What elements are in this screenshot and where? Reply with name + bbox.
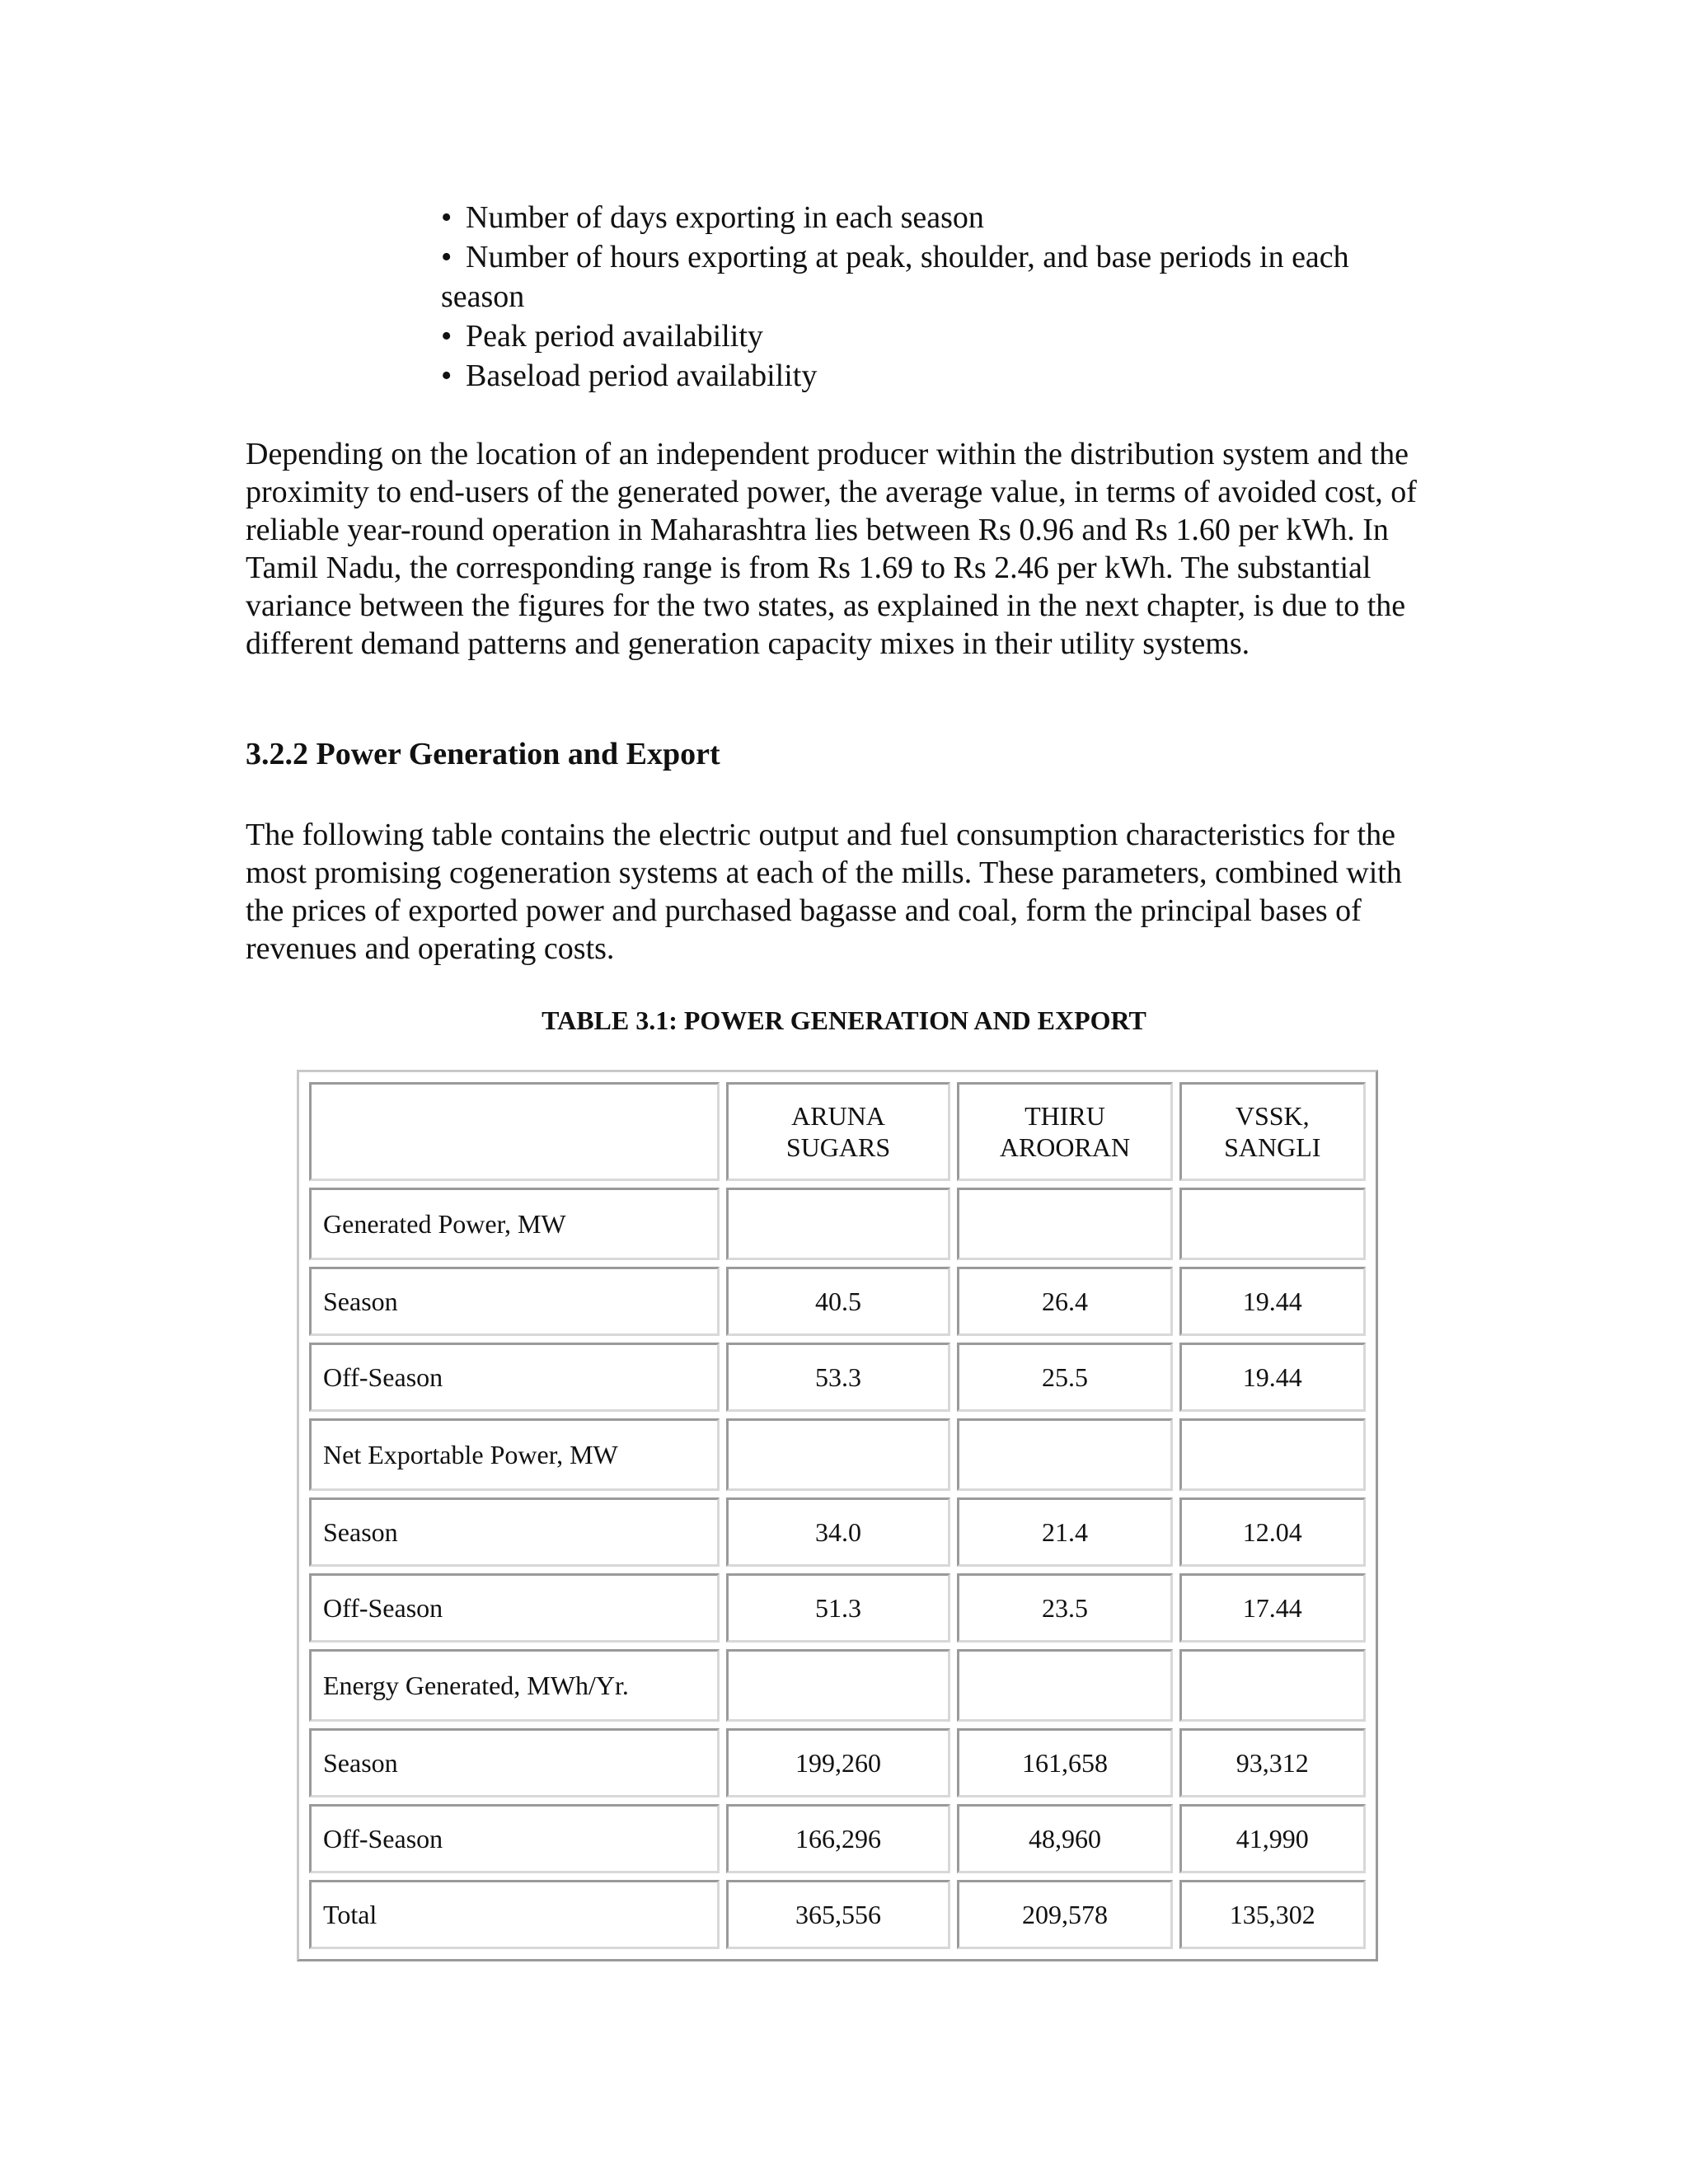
table-cell: 21.4 [957,1497,1172,1567]
bullet-item [441,356,1430,396]
table-cell: 34.0 [726,1497,951,1567]
table-cell: 135,302 [1179,1880,1367,1949]
row-label: Energy Generated, MWh/Yr. [309,1649,720,1722]
column-header-line: AROORAN [999,1132,1131,1162]
bullet-dot: • [441,200,452,235]
paragraph-avoided-cost: Depending on the location of an independent producer within the distribution system and the proximity to end-users of the generated power, the average value, in terms of avoided cost, of reliable year-round operation in Maharashtra lies between Rs 0.96 and Rs 1.60 per kWh. In Tamil Nadu, the corresponding range is from Rs 1.69 to Rs 2.46 per kWh. The substantial variance between the figures for the two states, as explained in the next chapter, is due to the different demand patterns and generation capacity mixes in their utility systems. [246,437,1417,661]
table-row [309,1188,1366,1260]
table-cell [1179,1188,1367,1260]
table-row [309,1497,1366,1567]
table-frame [297,1070,1378,1961]
power-generation-table [302,1076,1372,1956]
table-cell [957,1649,1172,1722]
bullet-text: Number of hours exporting at peak, shoulder, and base periods in each [466,240,1349,274]
table-cell: 41,990 [1179,1804,1367,1873]
row-label: Total [309,1880,720,1949]
table-row [309,1418,1366,1491]
table-cell [1179,1649,1367,1722]
header-empty-cell [309,1082,720,1181]
column-header-thiru-arooran [957,1082,1172,1181]
table-cell: 26.4 [957,1267,1172,1336]
table-cell: 19.44 [1179,1267,1367,1336]
table-row [309,1880,1366,1949]
bullet-text-continuation: season [441,279,525,314]
row-label: Season [309,1267,720,1336]
row-label: Generated Power, MW [309,1188,720,1260]
column-header-line: SANGLI [1224,1132,1321,1162]
paragraph-table-intro: The following table contains the electric output and fuel consumption characteristics for the most promising cogeneration systems at each of the mills. These parameters, combined with the prices of exported power and purchased bagasse and coal, form the principal bases of revenues and operating costs. [246,818,1402,966]
table-cell [726,1188,951,1260]
bullet-item [441,237,1430,316]
table-row [309,1728,1366,1797]
table-cell [957,1418,1172,1491]
column-header-vssk-sangli [1179,1082,1367,1181]
table-row [309,1267,1366,1336]
table-cell: 161,658 [957,1728,1172,1797]
table-title: TABLE 3.1: POWER GENERATION AND EXPORT [542,1005,1146,1035]
table-cell: 23.5 [957,1573,1172,1643]
table-cell: 199,260 [726,1728,951,1797]
bullet-item [441,316,1430,356]
bullet-dot: • [441,359,452,393]
bullet-list [441,198,1430,396]
table-row [309,1573,1366,1643]
table-cell: 12.04 [1179,1497,1367,1567]
bullet-item [441,198,1430,237]
table-cell: 40.5 [726,1267,951,1336]
column-header-line: ARUNA [791,1101,885,1131]
bullet-text: Peak period availability [466,319,763,354]
row-label: Season [309,1728,720,1797]
row-label: Off-Season [309,1343,720,1412]
table-cell: 17.44 [1179,1573,1367,1643]
table-cell [957,1188,1172,1260]
table-cell: 25.5 [957,1343,1172,1412]
bullet-text: Baseload period availability [466,359,818,393]
table-row [309,1649,1366,1722]
column-header-line: THIRU [1025,1101,1105,1131]
column-header-line: SUGARS [785,1132,891,1162]
column-header-line: VSSK, [1235,1101,1310,1131]
row-label: Season [309,1497,720,1567]
table-header-row [309,1082,1366,1181]
table-cell: 166,296 [726,1804,951,1873]
row-label: Net Exportable Power, MW [309,1418,720,1491]
bullet-dot: • [441,240,452,274]
column-header-aruna-sugars [726,1082,951,1181]
table-cell [726,1418,951,1491]
table-cell: 93,312 [1179,1728,1367,1797]
table-cell: 53.3 [726,1343,951,1412]
section-heading: 3.2.2 Power Generation and Export [246,737,720,771]
table-cell: 365,556 [726,1880,951,1949]
row-label: Off-Season [309,1804,720,1873]
bullet-text: Number of days exporting in each season [466,200,984,235]
bullet-dot: • [441,319,452,354]
table-cell [1179,1418,1367,1491]
table-cell: 209,578 [957,1880,1172,1949]
table-row [309,1804,1366,1873]
table-cell: 51.3 [726,1573,951,1643]
table-cell [726,1649,951,1722]
table-row [309,1343,1366,1412]
table-cell: 19.44 [1179,1343,1367,1412]
table-cell: 48,960 [957,1804,1172,1873]
row-label: Off-Season [309,1573,720,1643]
